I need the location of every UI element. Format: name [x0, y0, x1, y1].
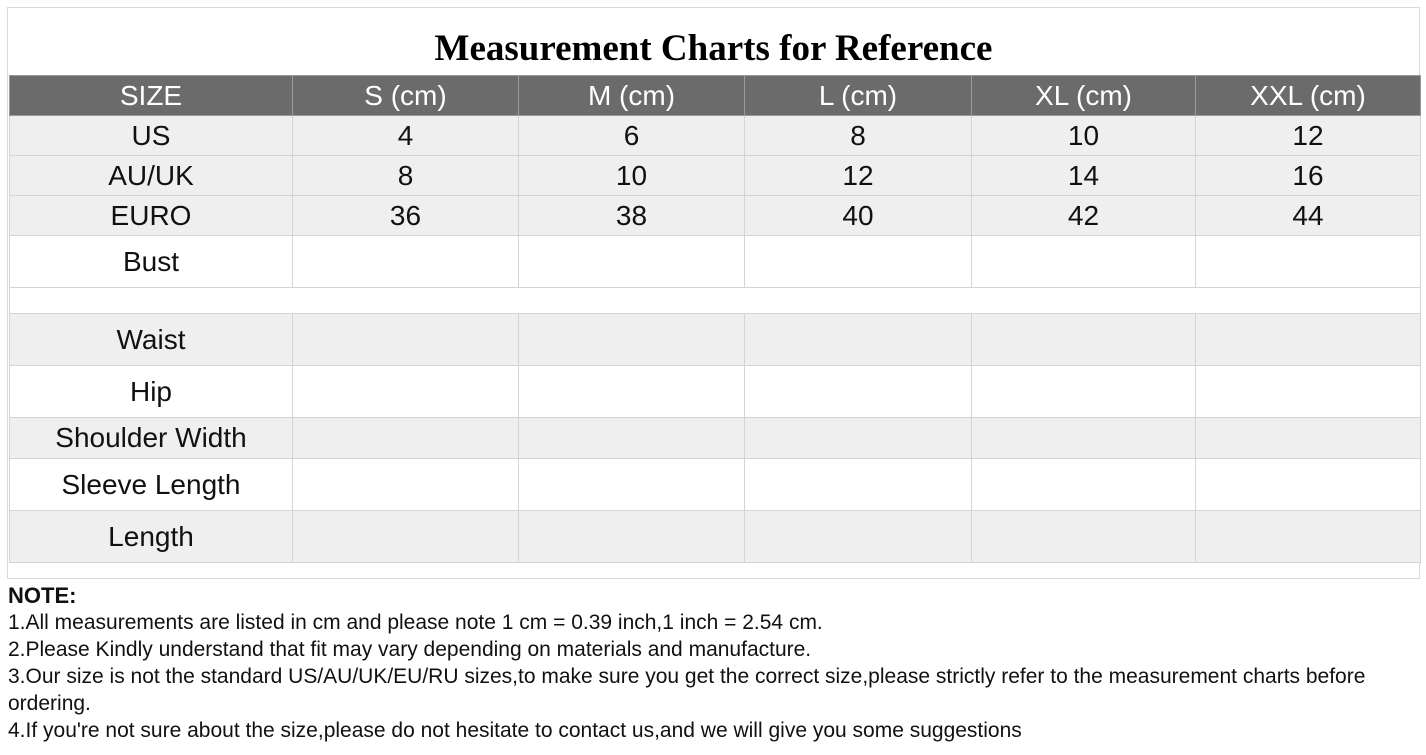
table-row-bust — [10, 236, 1421, 288]
table-row-sleeve-length — [10, 459, 1421, 511]
table-cell: 16 — [1196, 156, 1421, 196]
notes-heading: NOTE: — [8, 583, 77, 608]
note-line: 2.Please Kindly understand that fit may vary depending on materials and manufacture. — [8, 638, 812, 661]
table-cell: 4 — [293, 116, 519, 156]
table-cell — [1196, 418, 1421, 459]
size-table — [9, 75, 1421, 563]
header-m: M (cm) — [519, 76, 745, 116]
table-row-us — [10, 116, 1421, 156]
table-row-hip — [10, 366, 1421, 418]
table-cell — [745, 314, 972, 366]
table-cell — [972, 314, 1196, 366]
header-size: SIZE — [10, 76, 293, 116]
table-row-waist — [10, 314, 1421, 366]
table-cell — [972, 511, 1196, 563]
table-cell: 12 — [745, 156, 972, 196]
table-cell: 38 — [519, 196, 745, 236]
table-cell — [519, 366, 745, 418]
chart-title: Measurement Charts for Reference — [434, 28, 993, 69]
table-cell — [519, 288, 745, 314]
row-label: Length — [10, 511, 293, 563]
row-label: US — [10, 116, 293, 156]
table-cell: 10 — [519, 156, 745, 196]
header-s: S (cm) — [293, 76, 519, 116]
table-row-shoulder-width — [10, 418, 1421, 459]
row-label: Sleeve Length — [10, 459, 293, 511]
table-cell: 36 — [293, 196, 519, 236]
table-cell: 14 — [972, 156, 1196, 196]
table-cell: 42 — [972, 196, 1196, 236]
table-cell: 40 — [745, 196, 972, 236]
table-cell — [972, 236, 1196, 288]
table-cell — [972, 459, 1196, 511]
table-cell — [745, 236, 972, 288]
table-cell — [972, 366, 1196, 418]
table-cell — [1196, 511, 1421, 563]
row-label: Shoulder Width — [10, 418, 293, 459]
table-cell — [519, 236, 745, 288]
table-row-blank — [10, 288, 1421, 314]
table-cell — [519, 459, 745, 511]
table-cell — [745, 366, 972, 418]
table-cell — [1196, 236, 1421, 288]
table-row-euro — [10, 196, 1421, 236]
table-cell: 8 — [293, 156, 519, 196]
table-cell — [1196, 366, 1421, 418]
row-label: EURO — [10, 196, 293, 236]
table-row-length — [10, 511, 1421, 563]
table-cell: 6 — [519, 116, 745, 156]
row-label — [10, 288, 293, 314]
table-cell — [745, 459, 972, 511]
note-line: 4.If you're not sure about the size,please do not hesitate to contact us,and we will give you some suggestions — [8, 719, 1022, 742]
table-cell — [293, 366, 519, 418]
note-line: 3.Our size is not the standard US/AU/UK/EU/RU sizes,to make sure you get the correct size,please strictly refer to the measurement charts before ordering. — [8, 665, 1366, 715]
header-l: L (cm) — [745, 76, 972, 116]
table-cell — [293, 511, 519, 563]
table-cell: 44 — [1196, 196, 1421, 236]
table-cell — [745, 288, 972, 314]
row-label: Waist — [10, 314, 293, 366]
header-xl: XL (cm) — [972, 76, 1196, 116]
notes-section — [8, 583, 1418, 744]
table-row-au-uk — [10, 156, 1421, 196]
table-cell — [293, 418, 519, 459]
table-cell — [293, 288, 519, 314]
table-cell — [519, 314, 745, 366]
row-label: Hip — [10, 366, 293, 418]
table-cell — [745, 418, 972, 459]
table-cell — [519, 511, 745, 563]
table-header-row — [10, 76, 1421, 116]
table-cell — [293, 236, 519, 288]
table-cell: 10 — [972, 116, 1196, 156]
table-cell: 12 — [1196, 116, 1421, 156]
table-cell — [1196, 314, 1421, 366]
table-cell — [972, 418, 1196, 459]
table-cell — [745, 511, 972, 563]
row-label: Bust — [10, 236, 293, 288]
note-line: 1.All measurements are listed in cm and please note 1 cm = 0.39 inch,1 inch = 2.54 cm. — [8, 611, 823, 634]
table-cell — [293, 459, 519, 511]
table-cell: 8 — [745, 116, 972, 156]
table-cell — [1196, 459, 1421, 511]
table-cell — [1196, 288, 1421, 314]
row-label: AU/UK — [10, 156, 293, 196]
table-cell — [293, 314, 519, 366]
measurement-chart — [7, 7, 1420, 579]
table-cell — [519, 418, 745, 459]
header-xxl: XXL (cm) — [1196, 76, 1421, 116]
table-cell — [972, 288, 1196, 314]
